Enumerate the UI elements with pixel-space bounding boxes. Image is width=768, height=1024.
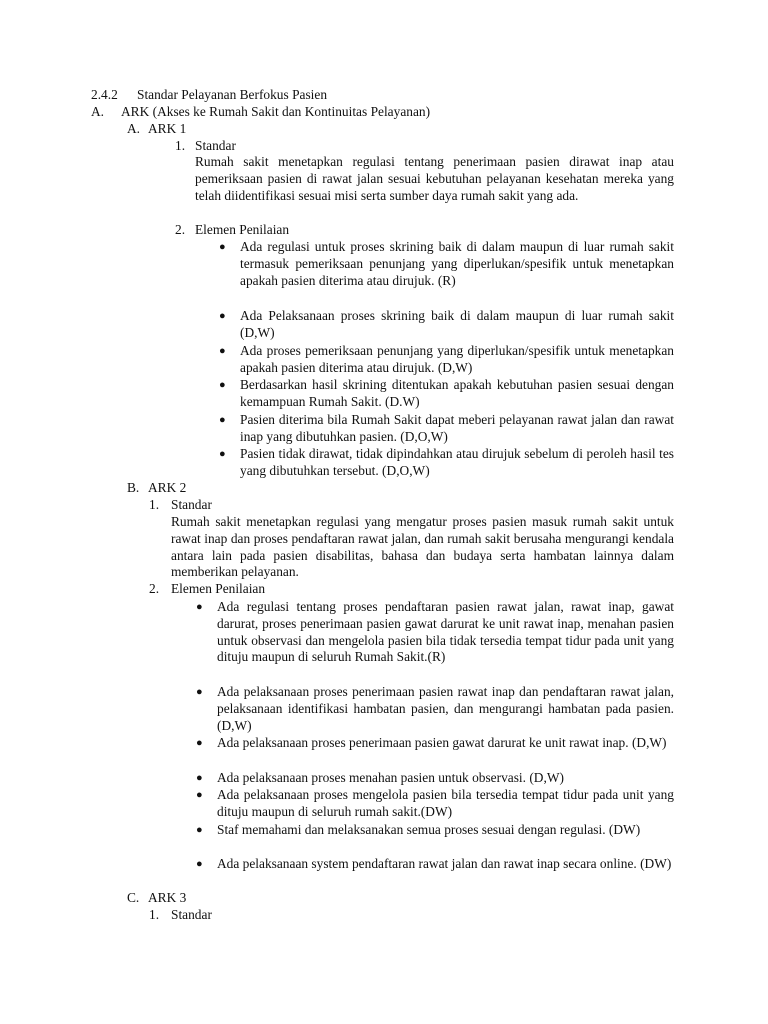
list-item: Ada pelaksanaan proses penerimaan pasien rawat inap dan pendaftaran rawat jalan, pelaksanaan identifikasi hambatan pasien, dan mengurangi hambatan pada pasien. (D,W) bbox=[217, 684, 674, 733]
list-item: Ada regulasi untuk proses skrining baik di dalam maupun di luar rumah sakit termasuk pemeriksaan penunjang yang diperlukan/spesifik untuk menetapkan apakah pasien diterima atau dirujuk. (R) bbox=[240, 239, 674, 288]
list-number: 2. bbox=[149, 581, 160, 596]
standar-text: Rumah sakit menetapkan regulasi tentang penerimaan pasien dirawat inap atau pemeriksaan pasien di rawat jalan sesuai kebutuhan pelayanan kesehatan mereka yang telah diidentifikasi sesuai misi serta sumber daya rumah sakit yang ada. bbox=[195, 154, 674, 203]
subsection-marker: B. bbox=[127, 480, 140, 495]
bullet-icon: ● bbox=[196, 824, 203, 836]
subsection-title: ARK 3 bbox=[148, 890, 187, 905]
list-item: Ada pelaksanaan proses penerimaan pasien gawat darurat ke unit rawat inap. (D,W) bbox=[217, 735, 667, 750]
list-item: Pasien tidak dirawat, tidak dipindahkan atau dirujuk sebelum di peroleh hasil tes yang dibutuhkan tersebut. (D,O,W) bbox=[240, 446, 674, 478]
section-title: Standar Pelayanan Berfokus Pasien bbox=[137, 87, 328, 102]
bullet-icon: ● bbox=[196, 858, 203, 870]
list-item: Pasien diterima bila Rumah Sakit dapat meberi pelayanan rawat jalan dan rawat inap yang dibutuhkan pasien. (D,O,W) bbox=[240, 412, 674, 444]
list-number: 1. bbox=[149, 907, 160, 922]
list-item: Ada regulasi tentang proses pendaftaran pasien rawat jalan, rawat inap, gawat darurat, proses penerimaan pasien gawat darurat ke unit rawat inap, menahan pasien untuk observasi dan mengelola pasien bila tidak tersedia tempat tidur pada unit yang dituju maupun di seluruh Rumah Sakit.(R) bbox=[217, 599, 674, 665]
bullet-icon: ● bbox=[219, 310, 226, 322]
bullet-icon: ● bbox=[196, 686, 203, 698]
bullet-icon: ● bbox=[219, 414, 226, 426]
standar-label: Standar bbox=[171, 907, 212, 922]
bullet-icon: ● bbox=[196, 789, 203, 801]
list-item: Ada pelaksanaan proses menahan pasien untuk observasi. (D,W) bbox=[217, 770, 564, 785]
list-number: 1. bbox=[175, 138, 186, 153]
section-number: 2.4.2 bbox=[91, 87, 118, 102]
list-item: Ada pelaksanaan proses mengelola pasien bila tersedia tempat tidur pada unit yang dituju maupun di seluruh rumah sakit.(DW) bbox=[217, 787, 674, 819]
bullet-icon: ● bbox=[219, 241, 226, 253]
list-item: Ada Pelaksanaan proses skrining baik di dalam maupun di luar rumah sakit (D,W) bbox=[240, 308, 674, 340]
list-item: Berdasarkan hasil skrining ditentukan apakah kebutuhan pasien sesuai dengan kemampuan Rumah Sakit. (D.W) bbox=[240, 377, 674, 409]
bullet-icon: ● bbox=[196, 737, 203, 749]
standar-label: Standar bbox=[171, 497, 212, 512]
subsection-marker: C. bbox=[127, 890, 140, 905]
bullet-icon: ● bbox=[219, 345, 226, 357]
bullet-icon: ● bbox=[196, 601, 203, 613]
bullet-icon: ● bbox=[196, 772, 203, 784]
bullet-icon: ● bbox=[219, 379, 226, 391]
list-item: Ada pelaksanaan system pendaftaran rawat jalan dan rawat inap secara online. (DW) bbox=[217, 856, 672, 871]
list-number: 2. bbox=[175, 222, 186, 237]
subsection-marker: A. bbox=[127, 121, 141, 136]
bullet-icon: ● bbox=[219, 448, 226, 460]
subsection-title: ARK 2 bbox=[148, 480, 187, 495]
list-item: Ada proses pemeriksaan penunjang yang diperlukan/spesifik untuk menetapkan apakah pasien diterima atau dirujuk. (D,W) bbox=[240, 343, 674, 375]
list-item: Staf memahami dan melaksanakan semua proses sesuai dengan regulasi. (DW) bbox=[217, 822, 641, 837]
subsection-title: ARK 1 bbox=[148, 121, 187, 136]
elemen-label: Elemen Penilaian bbox=[171, 581, 266, 596]
elemen-label: Elemen Penilaian bbox=[195, 222, 290, 237]
list-number: 1. bbox=[149, 497, 160, 512]
standar-label: Standar bbox=[195, 138, 236, 153]
standar-text: Rumah sakit menetapkan regulasi yang mengatur proses pasien masuk rumah sakit untuk rawat inap dan proses pendaftaran rawat jalan, dan rumah sakit berusaha mengurangi kendala antara lain pada pasien disabilitas, bahasa dan budaya serta hambatan lainnya dalam memberikan pelayanan. bbox=[171, 514, 674, 580]
part-title: ARK (Akses ke Rumah Sakit dan Kontinuitas Pelayanan) bbox=[121, 104, 431, 119]
part-marker: A. bbox=[91, 104, 105, 119]
